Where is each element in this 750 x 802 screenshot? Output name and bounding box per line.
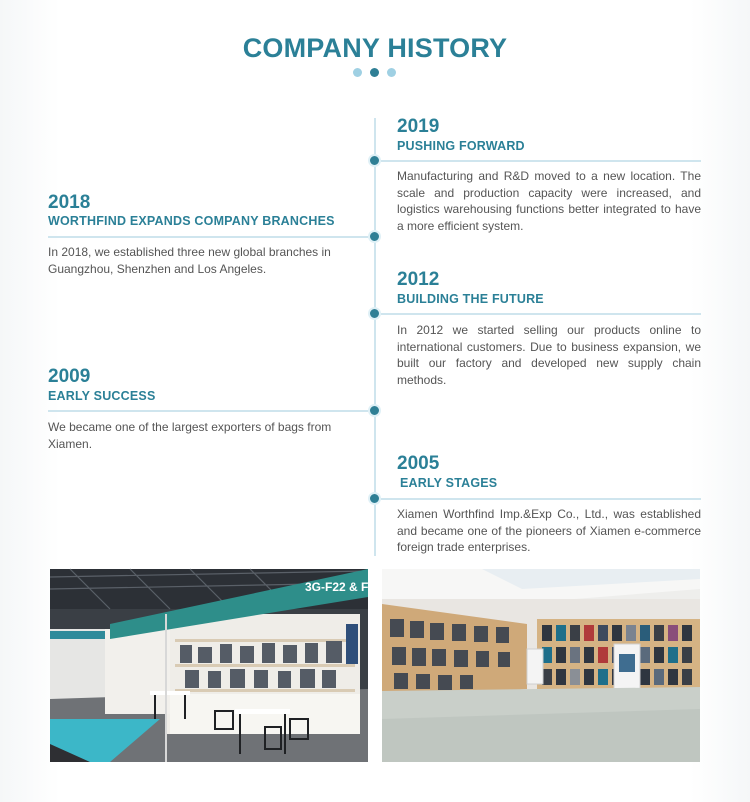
timeline-node bbox=[368, 404, 381, 417]
timeline-node bbox=[368, 492, 381, 505]
timeline-connector bbox=[381, 313, 701, 315]
trade-show-booth-photo bbox=[50, 569, 382, 762]
timeline-node bbox=[368, 307, 381, 320]
timeline-heading: WORTHFIND EXPANDS COMPANY BRANCHES bbox=[48, 214, 335, 228]
timeline-description: Manufacturing and R&D moved to a new location. The scale and production capacity were increased, and logistics warehousing functions better integrated to have a more efficient system. bbox=[397, 169, 701, 233]
timeline-description: In 2012 we started selling our products online to international customers. Due to business expansion, we built our factory and developed new supply chain methods. bbox=[397, 323, 701, 387]
timeline-year: 2018 bbox=[48, 192, 91, 213]
timeline-year: 2019 bbox=[397, 116, 440, 137]
timeline-connector bbox=[48, 410, 368, 412]
timeline-year: 2005 bbox=[397, 453, 440, 474]
title-decoration-dots bbox=[353, 68, 397, 78]
timeline-heading: PUSHING FORWARD bbox=[397, 139, 525, 153]
timeline-heading: EARLY SUCCESS bbox=[48, 389, 156, 403]
timeline-heading: BUILDING THE FUTURE bbox=[397, 292, 544, 306]
timeline-heading: EARLY STAGES bbox=[400, 476, 498, 490]
timeline-year: 2012 bbox=[397, 269, 440, 290]
timeline-connector bbox=[381, 498, 701, 500]
booth-sign-text: 3G-F22 & F24 bbox=[305, 580, 382, 594]
timeline-connector bbox=[381, 160, 701, 162]
timeline-connector bbox=[48, 236, 368, 238]
decoration-dot bbox=[387, 68, 396, 77]
decoration-dot-active bbox=[370, 68, 379, 77]
timeline-node bbox=[368, 154, 381, 167]
timeline-year: 2009 bbox=[48, 366, 91, 387]
timeline-description: In 2018, we established three new global branches in Guangzhou, Shenzhen and Los Angeles. bbox=[48, 245, 331, 276]
showroom-photo bbox=[382, 569, 700, 762]
timeline-axis bbox=[374, 118, 376, 556]
decoration-dot bbox=[353, 68, 362, 77]
timeline-node bbox=[368, 230, 381, 243]
timeline-description: We became one of the largest exporters of bags from Xiamen. bbox=[48, 420, 332, 451]
timeline-description: Xiamen Worthfind Imp.&Exp Co., Ltd., was established and became one of the pioneers of Xiamen e-commerce foreign trade enterprises. bbox=[397, 507, 701, 554]
section-title: COMPANY HISTORY bbox=[242, 33, 508, 63]
